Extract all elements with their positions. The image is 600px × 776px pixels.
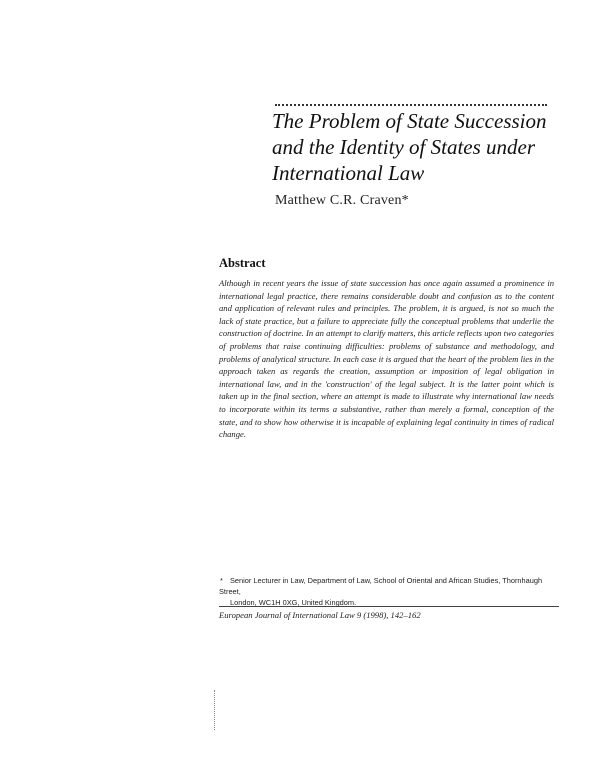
abstract-heading: Abstract xyxy=(219,256,266,270)
article-title: The Problem of State Succession and the Identity of States under International Law xyxy=(272,109,547,185)
journal-citation: European Journal of International Law 9 (1998), 142–162 xyxy=(219,606,559,621)
article-author: Matthew C.R. Craven* xyxy=(275,193,409,208)
footnote-line-2: London, WC1H 0XG, United Kingdom. xyxy=(230,598,357,607)
footnote-marker: * xyxy=(220,576,223,585)
title-top-rule xyxy=(275,104,547,106)
abstract-body: Although in recent years the issue of state succession has once again assumed a prominence in international legal practice, there remains considerable doubt and confusion as to the content and application of relevant rules and principles. The problem, it is argued, is not so much the lack of state practice, but a failure to appreciate fully the conceptual problems that underlie the construction of doctrine. In an attempt to clarify matters, this article reflects upon two categories of problems that raise continuing difficulties: problems of substance and methodology, and problems of analytical structure. In each case it is argued that the heart of the problem lies in the approach taken as regards the creation, assumption or imposition of legal obligation in international law, and in the 'construction' of the legal subject. It is the latter point which is taken up in the final section, where an attempt is made to illustrate why international law needs to incorporate within its terms a substantive, rather than merely a formal, conception of the state, and to show how otherwise it is incapable of explaining legal continuity in times of radical change. xyxy=(219,278,554,440)
author-affiliation-footnote xyxy=(219,575,559,608)
margin-dotted-line xyxy=(214,690,216,730)
footnote-line-1 xyxy=(219,575,559,597)
footnote-text-1: Senior Lecturer in Law, Department of Law, School of Oriental and African Studies, Thornhaugh Street, xyxy=(219,576,543,596)
